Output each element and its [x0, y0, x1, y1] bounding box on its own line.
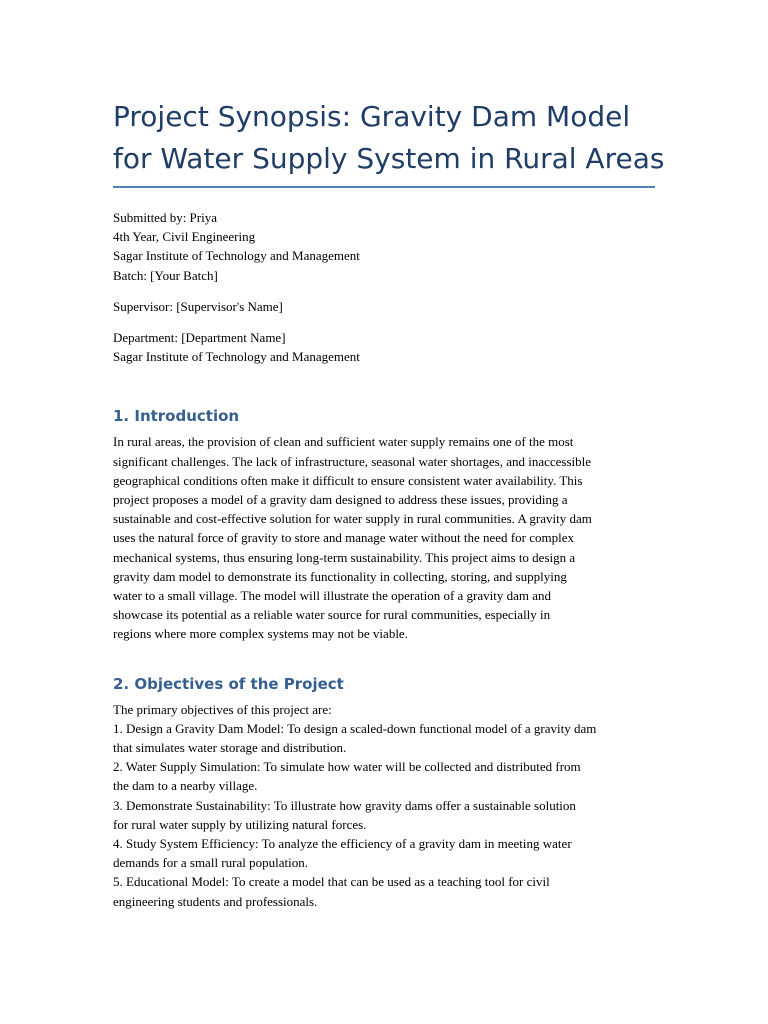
department-name: Department: [Department Name] — [113, 330, 286, 346]
paragraph-line: demands for a small rural population. — [113, 855, 308, 871]
paragraph-line: gravity dam model to demonstrate its functionality in collecting, storing, and supplying — [113, 568, 567, 584]
paragraph-line: the dam to a nearby village. — [113, 778, 258, 794]
introduction-paragraph — [113, 432, 655, 643]
title-line: for Water Supply System in Rural Areas — [113, 142, 665, 175]
paragraph-line: water to a small village. The model will illustrate the operation of a gravity dam and — [113, 588, 552, 604]
paragraph-line: uses the natural force of gravity to store and manage water without the need for complex — [113, 530, 574, 546]
title-divider — [113, 186, 655, 188]
objectives-paragraph — [113, 700, 655, 911]
paragraph-line: that simulates water storage and distribution. — [113, 740, 347, 756]
institute-name: Sagar Institute of Technology and Management — [113, 248, 360, 264]
objective-item: 4. Study System Efficiency: To analyze the efficiency of a gravity dam in meeting water — [113, 836, 572, 852]
paragraph-line: project proposes a model of a gravity dam designed to address these issues, providing a — [113, 492, 568, 508]
paragraph-line: for rural water supply by utilizing natural forces. — [113, 816, 367, 832]
paragraph-line: significant challenges. The lack of infrastructure, seasonal water shortages, and inaccessible — [113, 453, 592, 469]
supervisor: Supervisor: [Supervisor's Name] — [113, 298, 283, 314]
section-heading-objectives: 2. Objectives of the Project — [113, 674, 344, 693]
paragraph-line: engineering students and professionals. — [113, 893, 318, 909]
paragraph-line: geographical conditions often make it difficult to ensure consistent water availability. This — [113, 472, 583, 488]
paragraph-line: mechanical systems, thus ensuring long-term sustainability. This project aims to design a — [113, 549, 576, 565]
objective-item: 1. Design a Gravity Dam Model: To design a scaled-down functional model of a gravity dam — [113, 720, 597, 736]
submitted-by: Submitted by: Priya — [113, 210, 217, 225]
document-title — [113, 96, 665, 180]
objective-item: 3. Demonstrate Sustainability: To illustrate how gravity dams offer a sustainable solution — [113, 797, 576, 813]
paragraph-line: The primary objectives of this project are: — [113, 701, 332, 717]
paragraph-line: regions where more complex systems may not be viable. — [113, 626, 408, 642]
title-line: Project Synopsis: Gravity Dam Model — [113, 100, 631, 133]
department-info — [113, 328, 655, 366]
paragraph-line: sustainable and cost-effective solution for water supply in rural communities. A gravity dam — [113, 511, 592, 527]
batch: Batch: [Your Batch] — [113, 267, 218, 283]
paragraph-line: showcase its potential as a reliable water source for rural communities, especially in — [113, 607, 551, 623]
supervisor-info — [113, 297, 655, 316]
department-institute: Sagar Institute of Technology and Management — [113, 349, 360, 365]
submission-info — [113, 208, 655, 285]
section-heading-introduction: 1. Introduction — [113, 407, 240, 426]
document-page — [113, 96, 665, 911]
paragraph-line: In rural areas, the provision of clean and sufficient water supply remains one of the most — [113, 434, 574, 450]
objective-item: 5. Educational Model: To create a model that can be used as a teaching tool for civil — [113, 874, 550, 890]
objective-item: 2. Water Supply Simulation: To simulate how water will be collected and distributed from — [113, 759, 581, 775]
year-branch: 4th Year, Civil Engineering — [113, 229, 256, 245]
